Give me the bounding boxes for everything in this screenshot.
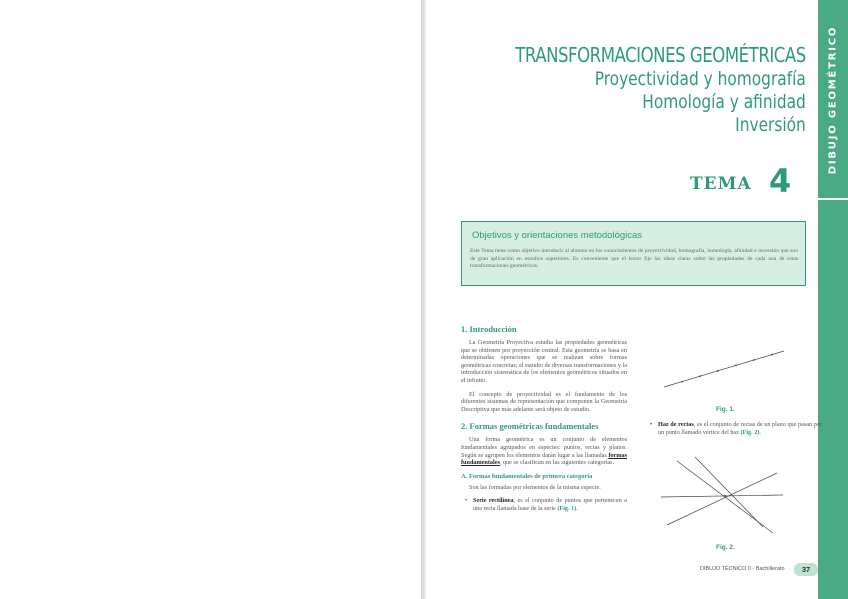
section-1-paragraph-2: El concepto de proyectividad es el fundamento de los diferentes sistemas de representación que componen la Geometría Descriptiva que más adelante será objeto de estudio. xyxy=(461,390,627,413)
fig-2-label: Fig. 2. xyxy=(716,544,735,551)
haz-de-rectas-bullet xyxy=(648,421,822,436)
sidebar-divider xyxy=(818,198,848,200)
tema-word: TEMA xyxy=(690,174,752,194)
serie-rectilinea-term: Serie rectilínea xyxy=(473,497,514,505)
objectives-title: Objetivos y orientaciones metodológicas xyxy=(472,230,643,241)
figure-2-diagram xyxy=(655,455,815,540)
title-line-1: TRANSFORMACIONES GEOMÉTRICAS xyxy=(515,43,806,67)
footer-text: DIBUJO TÉCNICO II - Bachillerato xyxy=(700,566,785,572)
fig-1-ref: (Fig. 1) xyxy=(557,504,577,512)
chapter-titles xyxy=(490,42,806,137)
sidebar-label: DIBUJO GEOMÉTRICO xyxy=(827,25,839,175)
haz-de-rectas-end: . xyxy=(759,428,761,436)
figure-1-diagram xyxy=(660,345,810,395)
title-line-3: Homología y afinidad xyxy=(642,91,806,113)
objectives-text: Este Tema tiene como objetivo introducir al alumno en los conocimientos de proyectividad, homografía, homología, afinidad e inversión que son de gran aplicación en estudios superiores. Es conveniente que el lector fije las ideas claras sobre las propiedades de cada una de estas transformaciones geométricas. xyxy=(470,248,798,269)
haz-de-rectas-term: Haz de rectas xyxy=(658,421,694,428)
section-1-paragraph-1: La Geometría Proyectiva estudia las propiedades geométricas que se obtienen por proyección central. Esta geometría se basa en determinadas operaciones que se realizan sobre formas geométricas concretas; el estudio de diversas transformaciones y la introducción sistemática de los elementos geométricos situados en el infinito. xyxy=(461,339,627,384)
fig2-pencil-lines xyxy=(661,457,783,533)
section-2-text-c: , que se clasifican en las siguientes categorías. xyxy=(499,459,615,467)
serie-rectilinea-end: . xyxy=(576,504,578,512)
section-2-heading: 2. Formas geométricas fundamentales xyxy=(461,421,599,432)
fig-2-ref: (Fig. 2) xyxy=(740,428,760,436)
title-line-4: Inversión xyxy=(735,114,806,136)
section-2-text-a: Una forma geométrica es un conjunto de elementos fundamentales agrupados en especies: puntos, rectas y planos. Según se agrupen los elementos darán lugar a las llamadas xyxy=(461,436,627,459)
serie-rectilinea-bullet xyxy=(461,497,627,512)
subsection-a-text: Son las formadas por elementos de la misma especie. xyxy=(469,483,601,491)
left-column xyxy=(461,324,627,513)
page-number: 37 xyxy=(794,563,818,576)
serie-rectilinea-text: , es el conjunto de puntos que pertenecen a una recta llamada base de la serie xyxy=(473,497,627,512)
fig-1-label: Fig. 1. xyxy=(716,406,735,413)
subsection-a-heading: A. Formas fundamentales de primera categoría xyxy=(461,472,593,480)
section-1-heading: 1. Introducción xyxy=(461,324,517,334)
tema-number: 4 xyxy=(769,162,792,200)
objectives-box xyxy=(461,221,806,286)
haz-de-rectas-text: , es el conjunto de rectas de un plano que pasan por un punto llamado vértice del haz xyxy=(658,421,822,436)
title-line-2: Proyectividad y homografía xyxy=(594,68,806,90)
fig2-vertex xyxy=(724,495,726,497)
section-2-paragraph xyxy=(461,436,627,466)
formas-fundamentales-term: formas fundamentales xyxy=(461,451,627,467)
tema-badge xyxy=(690,162,814,200)
blank-left-page xyxy=(0,0,421,599)
